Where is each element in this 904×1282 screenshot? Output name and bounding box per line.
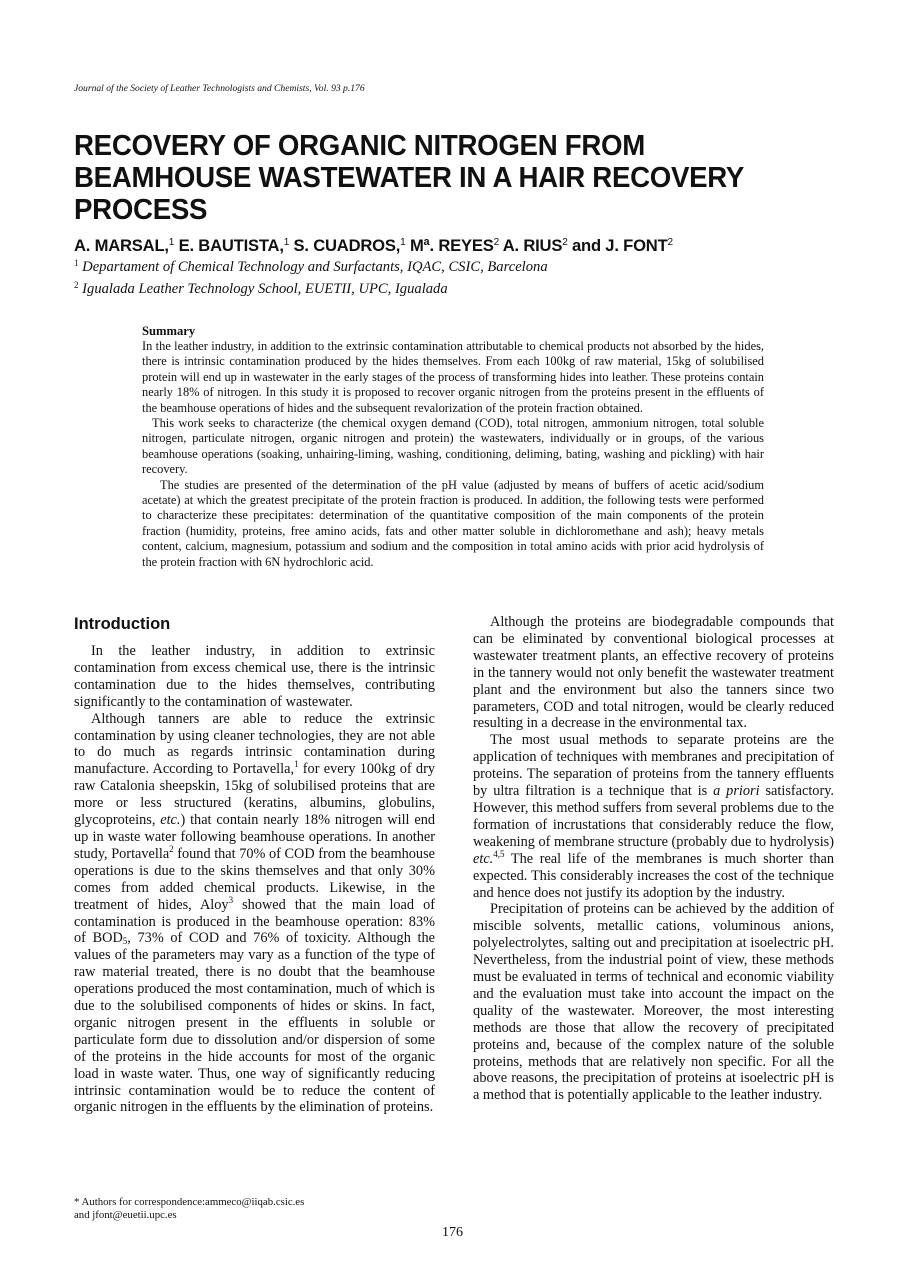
citation-ref: 4,5 [493,848,505,859]
author: Mª. REYES [409,236,494,255]
author: A. MARSAL, [74,236,169,255]
text-run: for every 100kg of dry raw Catalonia sheepskin, 15kg of solubilised proteins that are more or less structured (keratins, albumins, globulins, glycoproteins, [74,761,435,829]
affiliation-text: Igualada Leather Technology School, EUETII, UPC, Igualada [82,281,448,297]
affiliation-number: 2 [74,280,79,290]
page-number: 176 [442,1225,463,1240]
body-paragraph: Precipitation of proteins can be achieved by the addition of miscible solvents, metallic cations, voluminous anions, polyelectrolytes, salting out and precipitation at isoelectric pH. Nevertheless, from the industrial point of view, these methods must be evaluated in terms of technical and economic viability and the evaluation must take into account the impact on the quality of the wastewater. Moreover, the most interesting methods are those that allow the recovery of precipitated proteins and, because of the complex nature of the soluble proteins, methods that are relatively non specific. For all the above reasons, the precipitation of proteins at isoelectric pH is a method that is potentially applicable to the leather industry. [473,901,834,1104]
affiliation-text: Departament of Chemical Technology and Surfactants, IQAC, CSIC, Barcelona [82,259,548,275]
author-affiliation-mark: 2 [493,237,499,248]
journal-header: Journal of the Society of Leather Technologists and Chemists, Vol. 93 p.176 [74,83,365,94]
summary-paragraph: This work seeks to characterize (the chemical oxygen demand (COD), total nitrogen, ammonium nitrogen, total soluble nitrogen, particulate nitrogen, organic nitrogen and protein) the wastewaters, individually or in groups, of the various beamhouse operations (soaking, unhairing-liming, washing, conditioning, deliming, bating, washing and pickling) with hair recovery. [142,416,764,477]
author-list [74,236,673,256]
author-affiliation-mark: 1 [400,237,406,248]
text-run: , 73% of COD and 76% of toxicity. Although the values of the parameters may vary as a function of the type of raw material treated, there is no doubt that the beamhouse operations produced the most contamination, much of which is due to the solubilised components of hides or skins. In fact, organic nitrogen present in the effluents in soluble or particulate form due to dissolution and/or dispersion of some of the proteins in the hide accounts for most of the organic load in waste water. Thus, one way of significantly reducing intrinsic contamination would be to reduce the content of organic nitrogen in the effluents by the elimination of proteins. [74,930,435,1116]
text-italic: etc. [473,850,494,867]
left-column [74,614,435,1116]
text-run: showed that the main load of contamination is produced in the beamhouse operation: 83% of BOD [74,896,435,947]
introduction-heading: Introduction [74,615,171,633]
author-affiliation-mark: 2 [667,237,673,248]
author: and J. FONT [572,236,668,255]
text-run: found that 70% of COD from the beamhouse operations is due to the skins themselves and that only 30% comes from added chemical products. Likewise, in the treatment of hides, Aloy [74,845,435,913]
text-italic: etc. [160,812,181,829]
affiliation [74,281,448,298]
text-run: Although tanners are able to reduce the extrinsic contamination by using cleaner technologies, they are not able to do much as regards intrinsic contamination during manufacture. According to Portavella, [74,710,435,778]
body-paragraph: Although the proteins are biodegradable compounds that can be eliminated by conventional biological processes at wastewater treatment plants, an effective recovery of proteins in the tannery would not only benefit the wastewater treatment plant and the environment but also the tanners since two parameters, COD and total nitrogen, would be clearly reduced resulting in a decrease in the environmental tax. [473,614,834,732]
right-column [473,614,834,1104]
body-paragraph: In the leather industry, in addition to extrinsic contamination from excess chemical use, there is the intrinsic contamination due to the hides themselves, contributing significantly to the contamination of wastewater. [74,643,435,710]
author: E. BAUTISTA, [178,236,284,255]
citation-ref: 1 [294,759,299,770]
text-run: ) that contain nearly 18% nitrogen will end up in waste water following beamhouse operations. In another study, Portavella [74,812,435,862]
correspondence-footnote [74,1196,304,1222]
text-run: The real life of the membranes is much shorter than expected. This considerably increases the cost of the technique and hence does not justify its adoption by the industry. [473,850,834,901]
body-paragraph [473,732,834,901]
summary-section [142,324,764,570]
affiliation [74,259,548,276]
author-affiliation-mark: 1 [283,237,290,248]
author-affiliation-mark: 2 [562,237,568,248]
author: A. RIUS [502,236,563,255]
summary-paragraph: In the leather industry, in addition to the extrinsic contamination attributable to chemical products not absorbed by the hides, there is intrinsic contamination produced by the hides themselves. From each 100kg of raw material, 15kg of solubilised protein will end up in wastewater in the early stages of the process of transforming hides into leather. These proteins contain nearly 18% of nitrogen. In this study it is proposed to recover organic nitrogen from the proteins present in the effluents of the beamhouse operations of hides and the subsequent revalorization of the protein fraction obtained. [142,339,764,415]
subscript: 5 [122,936,128,947]
text-italic: a priori [713,783,760,800]
affiliation-number: 1 [74,258,79,268]
footnote-line: and jfont@euetii.upc.es [74,1209,177,1221]
text-run: satisfactory. However, this method suffers from several problems due to the formation of incrustations that considerably reduce the flow, weakening of membrane structure (probably due to hydrolysis) [473,783,835,850]
citation-ref: 2 [169,843,174,854]
citation-ref: 3 [228,894,234,905]
footnote-line: * Authors for correspondence:ammeco@iiqab.csic.es [74,1196,305,1208]
article-title: RECOVERY OF ORGANIC NITROGEN FROM BEAMHOUSE WASTEWATER IN A HAIR RECOVERY PROCESS [74,130,744,226]
text-run: The most usual methods to separate proteins are the application of techniques with membranes and precipitation of proteins. The separation of proteins from the tannery effluents by ultra filtration is a technique that is [473,732,834,800]
author-affiliation-mark: 1 [168,237,175,248]
body-paragraph [74,711,435,1117]
author: S. CUADROS, [293,236,401,255]
summary-heading: Summary [142,324,196,338]
summary-paragraph: The studies are presented of the determination of the pH value (adjusted by means of buffers of acetic acid/sodium acetate) at which the greatest precipitate of the protein fraction is produced. In addition, the following tests were performed to characterize these precipitates: determination of the quantitative composition of the main components of the protein fraction (humidity, proteins, free amino acids, fats and other matter soluble in dichloromethane and ash); heavy metals content, calcium, magnesium, potassium and sodium and the composition in total amino acids with prior acid hydrolysis of the protein fraction with 6N hydrochloric acid. [142,477,764,569]
